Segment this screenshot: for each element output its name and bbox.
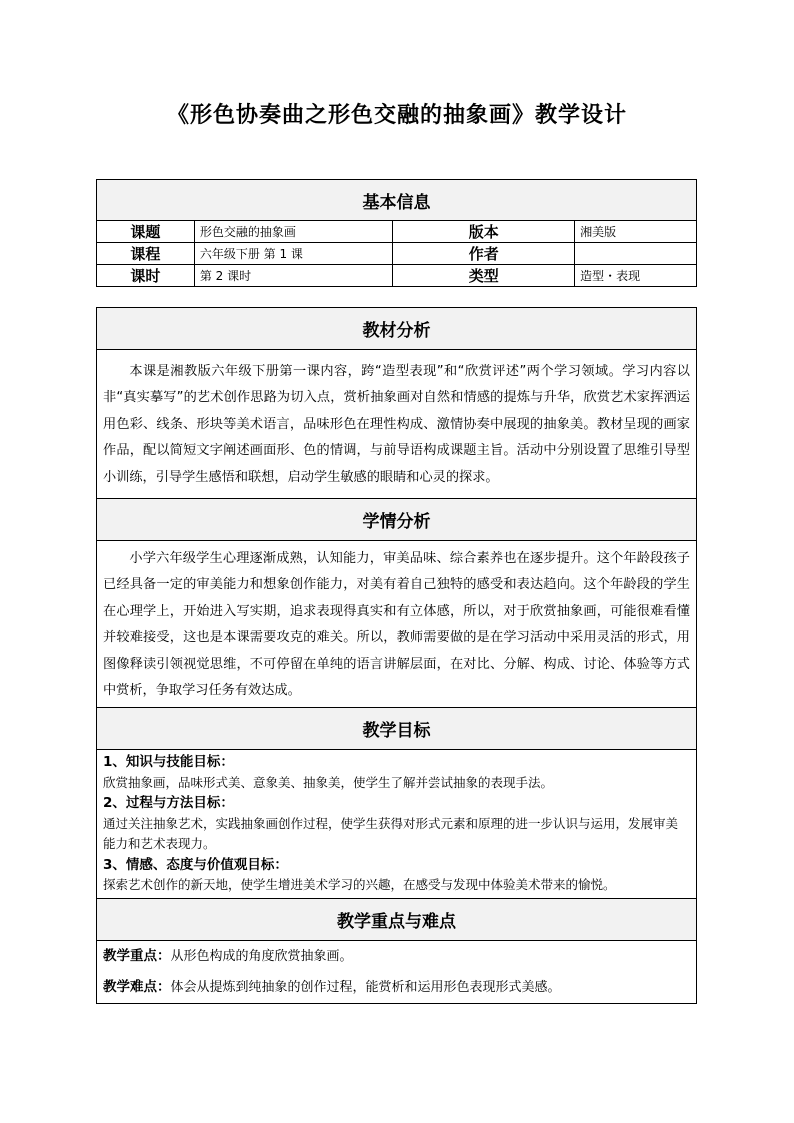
- teaching-focus-label: 教学重点：: [103, 947, 171, 964]
- info-label: 作者: [393, 243, 575, 265]
- document-title: 《形色协奏曲之形色交融的抽象画》教学设计: [166, 102, 627, 128]
- info-label: 课题: [97, 221, 195, 243]
- goal-text: 通过关注抽象艺术，实践抽象画创作过程，使学生获得对形式元素和原理的进一步认识与运用，发展审美能力和艺术表现力。: [103, 815, 679, 851]
- teaching-difficulty-label: 教学难点：: [103, 978, 171, 995]
- key-points-heading: 教学重点与难点: [97, 898, 697, 940]
- teaching-focus-text: 从形色构成的角度欣赏抽象画。: [170, 948, 353, 964]
- info-label: 课程: [97, 243, 195, 265]
- textbook-analysis-text: 本课是湘教版六年级下册第一课内容，跨“造型表现”和“欣赏评述”两个学习领域。学习内容以非“真实摹写”的艺术创作思路为切入点，赏析抽象画对自然和情感的提炼与升华，欣赏艺术家挥洒运用色彩、线条、形块等美术语言，品味形色在理性构成、激情协奏中展现的抽象美。教材呈现的画家作品，配以简短文字阐述画面形、色的情调，与前导语构成课题主旨。活动中分别设置了思维引导型小训练，引导学生感悟和联想，启动学生敏感的眼睛和心灵的探求。: [103, 363, 690, 485]
- teaching-goals-cell: [97, 750, 697, 899]
- teaching-difficulty: [103, 972, 690, 1003]
- teaching-goals-heading: 教学目标: [97, 708, 697, 750]
- info-row: [97, 243, 697, 265]
- textbook-analysis-heading: 教材分析: [97, 308, 697, 350]
- key-points-cell: [97, 940, 697, 1003]
- goal-title: 2、过程与方法目标：: [103, 795, 234, 811]
- goal-text: 欣赏抽象画，品味形式美、意象美、抽象美，使学生了解并尝试抽象的表现手法。: [103, 774, 554, 790]
- info-value: 六年级下册 第 1 课: [194, 243, 393, 265]
- info-value: [575, 243, 697, 265]
- teaching-focus: [103, 941, 690, 972]
- teaching-difficulty-text: 体会从提炼到纯抽象的创作过程，能赏析和运用形色表现形式美感。: [170, 979, 561, 995]
- student-analysis-heading: 学情分析: [97, 499, 697, 541]
- info-value: 湘美版: [575, 221, 697, 243]
- lesson-design-table: [96, 307, 697, 1004]
- basic-info-heading: 基本信息: [97, 180, 697, 221]
- info-label: 课时: [97, 265, 195, 287]
- goal-title: 1、知识与技能目标：: [103, 754, 234, 770]
- info-value: 第 2 课时: [194, 265, 393, 287]
- info-value: 形色交融的抽象画: [194, 221, 393, 243]
- goal-text: 探索艺术创作的新天地，使学生增进美术学习的兴趣，在感受与发现中体验美术带来的愉悦。: [103, 877, 616, 892]
- info-row: [97, 265, 697, 287]
- student-analysis-cell: [97, 541, 697, 708]
- goal-title: 3、情感、态度与价值观目标：: [103, 856, 288, 873]
- basic-info-table: [96, 179, 697, 287]
- info-row: [97, 221, 697, 243]
- info-label: 类型: [393, 265, 575, 287]
- info-value: 造型・表现: [575, 265, 697, 287]
- student-analysis-text: 小学六年级学生心理逐渐成熟，认知能力，审美品味、综合素养也在逐步提升。这个年龄段孩子已经具备一定的审美能力和想象创作能力，对美有着自己独特的感受和表达趋向。这个年龄段的学生在心理学上，开始进入写实期，追求表现得真实和有立体感，所以，对于欣赏抽象画，可能很难看懂并较难接受，这也是本课需要攻克的难关。所以，教师需要做的是在学习活动中采用灵活的形式，用图像释读引领视觉思维，不可停留在单纯的语言讲解层面，在对比、分解、构成、讨论、体验等方式中赏析，争取学习任务有效达成。: [103, 550, 690, 698]
- info-label: 版本: [393, 221, 575, 243]
- textbook-analysis-cell: [97, 350, 697, 499]
